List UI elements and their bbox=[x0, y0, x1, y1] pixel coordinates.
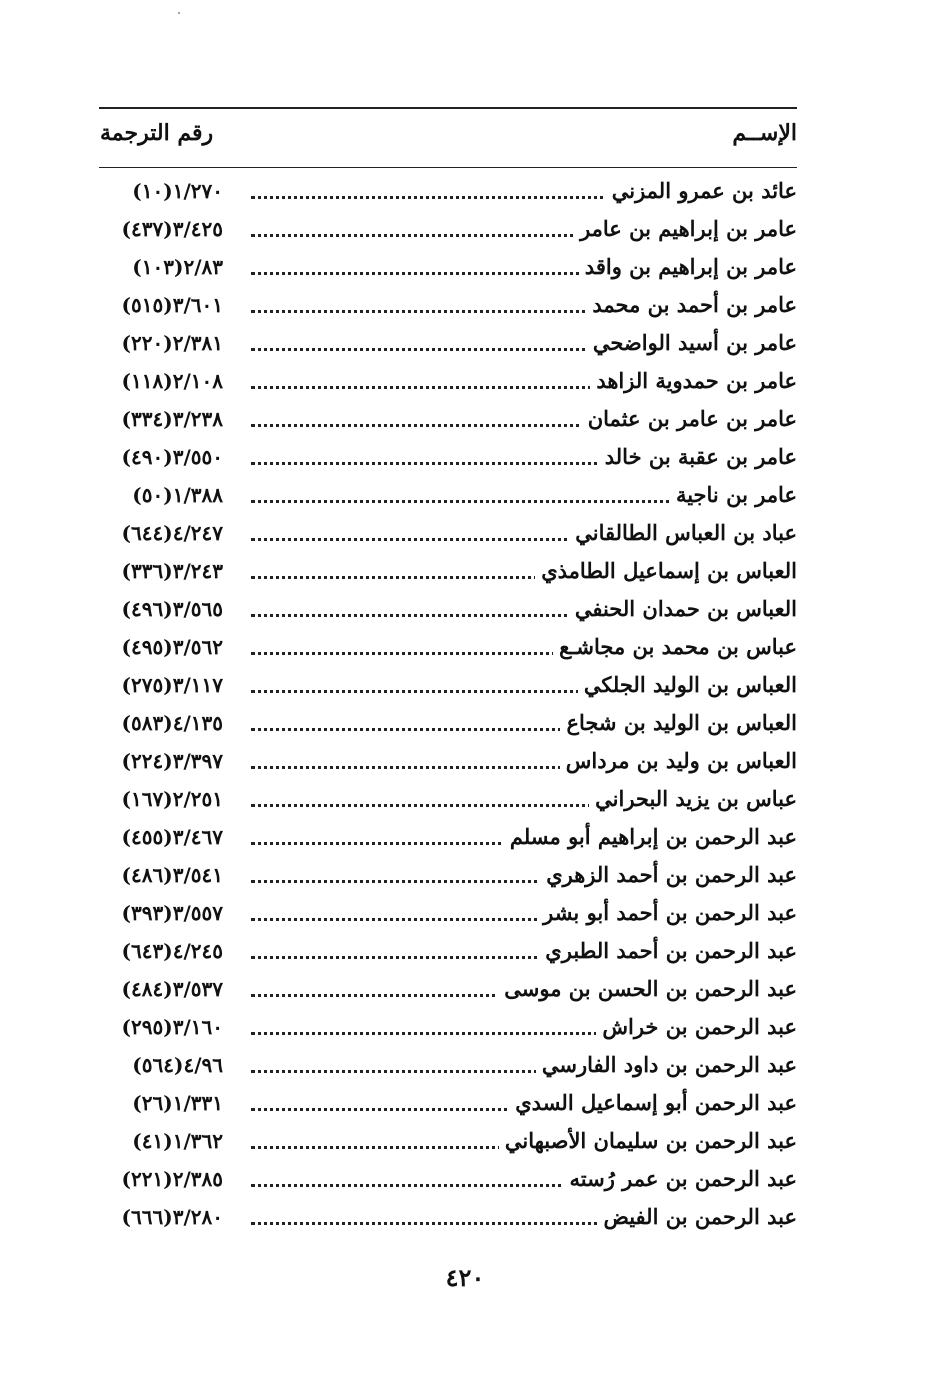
entry-name: عبد الرحمن بن إبراهيم أبو مسلم bbox=[504, 820, 797, 854]
entry-name: العباس بن الوليد بن شجاع bbox=[560, 706, 797, 740]
entry-name: عباد بن العباس الطالقاني bbox=[569, 516, 797, 550]
index-entry bbox=[99, 288, 797, 322]
index-entry bbox=[99, 1086, 797, 1120]
entry-name: عامر بن إبراهيم بن واقد bbox=[579, 250, 797, 284]
entry-reference: ٣/٢٨٠(٦٦٦) bbox=[121, 1205, 223, 1229]
entry-name: عامر بن إبراهيم بن عامر bbox=[574, 212, 797, 246]
entry-name: عبد الرحمن بن عمر رُسته bbox=[564, 1162, 797, 1196]
index-entry bbox=[99, 326, 797, 360]
entry-reference: ٣/٥٦٥(٤٩٦) bbox=[121, 597, 223, 621]
index-entry bbox=[99, 440, 797, 474]
entry-reference: ٣/٥٦٢(٤٩٥) bbox=[121, 635, 223, 659]
entry-name: عامر بن عامر بن عثمان bbox=[582, 402, 797, 436]
name-column-heading: الإســم bbox=[732, 120, 797, 146]
page-number: ٤٢٠ bbox=[445, 1263, 485, 1292]
index-entry bbox=[99, 782, 797, 816]
entry-reference: ٢/٣٨١(٢٢٠) bbox=[121, 331, 223, 355]
entry-reference: ٣/٤٢٥(٤٣٧) bbox=[121, 217, 223, 241]
entry-name: عبد الرحمن بن أحمد الطبري bbox=[539, 934, 797, 968]
index-entry bbox=[99, 1048, 797, 1082]
entry-reference: ١/٢٧٠(١٠) bbox=[132, 179, 223, 203]
entry-reference: ٣/٦٠١(٥١٥) bbox=[121, 293, 223, 317]
scan-speck bbox=[178, 12, 180, 14]
entry-name: عائد بن عمرو المزني bbox=[606, 174, 797, 208]
entry-name: عبد الرحمن بن داود الفارسي bbox=[536, 1048, 797, 1082]
entry-name: عبد الرحمن بن الفيض bbox=[597, 1200, 797, 1234]
header-bottom-rule bbox=[99, 167, 797, 168]
entry-reference: ٤/١٣٥(٥٨٣) bbox=[121, 711, 223, 735]
index-entry bbox=[99, 1200, 797, 1234]
header-top-rule bbox=[99, 107, 797, 109]
entry-name: العباس بن إسماعيل الطامذي bbox=[535, 554, 797, 588]
index-entry bbox=[99, 174, 797, 208]
entry-name: العباس بن وليد بن مرداس bbox=[560, 744, 797, 778]
entry-name: عامر بن حمدوية الزاهد bbox=[590, 364, 797, 398]
index-entry bbox=[99, 1124, 797, 1158]
entry-reference: ٢/٢٥١(١٦٧) bbox=[121, 787, 223, 811]
entry-name: عبد الرحمن أبو إسماعيل السدي bbox=[509, 1086, 797, 1120]
entry-name: عبد الرحمن بن أحمد الزهري bbox=[540, 858, 797, 892]
index-entry bbox=[99, 478, 797, 512]
entry-reference: ٢/٣٨٥(٢٢١) bbox=[121, 1167, 223, 1191]
index-entry bbox=[99, 402, 797, 436]
entry-name: عامر بن ناجية bbox=[670, 478, 797, 512]
entry-reference: ٣/٤٦٧(٤٥٥) bbox=[121, 825, 223, 849]
entry-reference: ٣/٢٤٣(٣٣٦) bbox=[121, 559, 223, 583]
entry-name: عباس بن يزيد البحراني bbox=[589, 782, 797, 816]
entry-name: عبد الرحمن بن الحسن بن موسى bbox=[498, 972, 797, 1006]
entry-reference: ١/٣٨٨(٥٠) bbox=[132, 483, 223, 507]
entry-name: عامر بن أحمد بن محمد bbox=[586, 288, 797, 322]
entry-reference: ٤/٢٤٥(٦٤٣) bbox=[121, 939, 223, 963]
entry-name: عبد الرحمن بن خراش bbox=[596, 1010, 797, 1044]
entry-name: العباس بن الوليد الجلكي bbox=[578, 668, 797, 702]
index-entry bbox=[99, 820, 797, 854]
index-entry bbox=[99, 212, 797, 246]
index-entry bbox=[99, 516, 797, 550]
index-entry bbox=[99, 896, 797, 930]
entry-reference: ٣/٢٣٨(٣٣٤) bbox=[121, 407, 223, 431]
index-entry bbox=[99, 1010, 797, 1044]
entry-reference: ٢/١٠٨(١١٨) bbox=[121, 369, 223, 393]
entry-reference: ٣/٥٥٠(٤٩٠) bbox=[121, 445, 223, 469]
entry-reference: ١/٣٦٢(٤١) bbox=[132, 1129, 223, 1153]
entry-reference: ٣/٣٩٧(٢٢٤) bbox=[121, 749, 223, 773]
entry-name: عباس بن محمد بن مجاشـع bbox=[553, 630, 797, 664]
entry-name: عامر بن عقبة بن خالد bbox=[599, 440, 797, 474]
index-entry bbox=[99, 972, 797, 1006]
index-entry bbox=[99, 858, 797, 892]
entry-reference: ٤/٩٦(٥٦٤) bbox=[132, 1053, 223, 1077]
entry-reference: ٣/١٦٠(٢٩٥) bbox=[121, 1015, 223, 1039]
translation-number-heading: رقم الترجمة bbox=[100, 120, 214, 146]
index-entry bbox=[99, 1162, 797, 1196]
entry-reference: ٣/٥٥٧(٣٩٣) bbox=[121, 901, 223, 925]
entry-name: العباس بن حمدان الحنفي bbox=[569, 592, 797, 626]
index-entry bbox=[99, 250, 797, 284]
entry-reference: ٣/٥٣٧(٤٨٤) bbox=[121, 977, 223, 1001]
entry-reference: ٣/١١٧(٢٧٥) bbox=[121, 673, 223, 697]
index-entry bbox=[99, 630, 797, 664]
entry-name: عبد الرحمن بن أحمد أبو بشر bbox=[537, 896, 797, 930]
index-entry bbox=[99, 744, 797, 778]
entry-name: عامر بن أسيد الواضحي bbox=[587, 326, 797, 360]
entry-reference: ٤/٢٤٧(٦٤٤) bbox=[121, 521, 223, 545]
entry-name: عبد الرحمن بن سليمان الأصبهاني bbox=[499, 1124, 797, 1158]
entry-reference: ٢/٨٣(١٠٣) bbox=[132, 255, 223, 279]
entry-reference: ١/٣٣١(٢٦) bbox=[132, 1091, 223, 1115]
index-entry bbox=[99, 364, 797, 398]
index-entry bbox=[99, 706, 797, 740]
index-entry bbox=[99, 668, 797, 702]
index-entry bbox=[99, 934, 797, 968]
index-entry bbox=[99, 592, 797, 626]
entry-reference: ٣/٥٤١(٤٨٦) bbox=[121, 863, 223, 887]
index-entry bbox=[99, 554, 797, 588]
